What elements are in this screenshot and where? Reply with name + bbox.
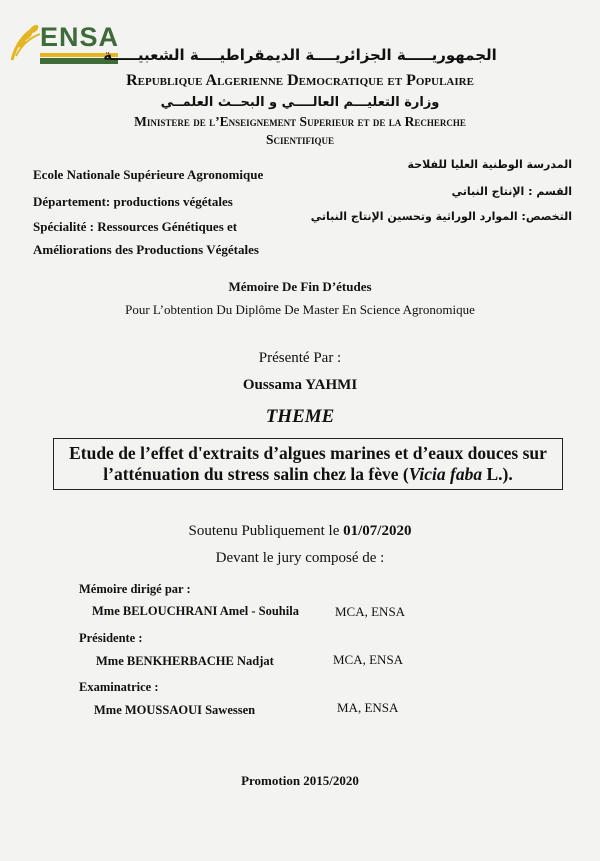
ministry-title-line1: Ministere de l’Enseignement Superieur et de la Recherche: [134, 114, 466, 129]
school-name-fr: Ecole Nationale Supérieure Agronomique: [33, 167, 264, 182]
examiner-label: Examinatrice :: [79, 680, 159, 694]
republic-title: Republique Algerienne Democratique et Populaire: [126, 72, 474, 89]
president-name: Mme BENKHERBACHE Nadjat: [96, 654, 274, 668]
examiner-name: Mme MOUSSAOUI Sawessen: [94, 703, 256, 717]
defense-prefix: Soutenu Publiquement le: [188, 523, 344, 539]
memoire-subtitle: Pour L’obtention Du Diplôme De Master En Science Agronomique: [125, 302, 475, 317]
president-label: Présidente :: [79, 631, 143, 645]
arabic-republic-title: الجمهوريـــــة الجزائريــــة الديمقراطيــــة الشعبيـــــة: [103, 46, 497, 64]
director-grade: MCA, ENSA: [335, 604, 406, 619]
theme-species-name: Vicia faba: [408, 464, 483, 484]
speciality-fr-line1: Spécialité : Ressources Génétiques et: [33, 219, 238, 234]
theme-line2-post: L.).: [482, 464, 513, 484]
director-label: Mémoire dirigé par :: [79, 582, 191, 596]
logo-text: ENSA: [40, 22, 120, 52]
jury-intro: Devant le jury composé de :: [215, 550, 385, 566]
defense-line: [0, 523, 600, 540]
promotion: Promotion 2015/2020: [241, 773, 359, 788]
president-grade: MCA, ENSA: [333, 652, 404, 667]
defense-date: 01/07/2020: [343, 523, 412, 539]
speciality-ar: التخصص: الموارد الوراثية وتحسين الإنتاج النباتي: [310, 210, 572, 223]
presented-by-label: Présenté Par :: [258, 350, 342, 366]
school-name-ar: المدرسة الوطنية العليا للفلاحة: [407, 158, 572, 171]
theme-title-line2: [53, 464, 563, 485]
director-name: Mme BELOUCHRANI Amel - Souhila: [92, 604, 299, 618]
department-ar: القسم : الإنتاج النباتي: [451, 185, 572, 198]
ministry-title-line2: Scientifique: [265, 132, 335, 147]
examiner-grade: MA, ENSA: [337, 700, 399, 715]
author-name: Oussama YAHMI: [242, 377, 358, 393]
memoire-title: Mémoire De Fin D’études: [228, 279, 372, 294]
theme-title: [53, 443, 563, 485]
theme-line2-pre: l’atténuation du stress salin chez la fève (: [103, 464, 409, 484]
theme-title-line1: Etude de l’effet d'extraits d’algues marines et d’eaux douces sur: [69, 443, 547, 463]
theme-label: THEME: [265, 406, 335, 427]
department-fr: Département: productions végétales: [33, 194, 233, 209]
arabic-ministry-title: وزارة التعليـــم العالــــي و البحــث العلمــي: [160, 95, 440, 110]
speciality-fr-line2: Améliorations des Productions Végétales: [33, 242, 259, 257]
